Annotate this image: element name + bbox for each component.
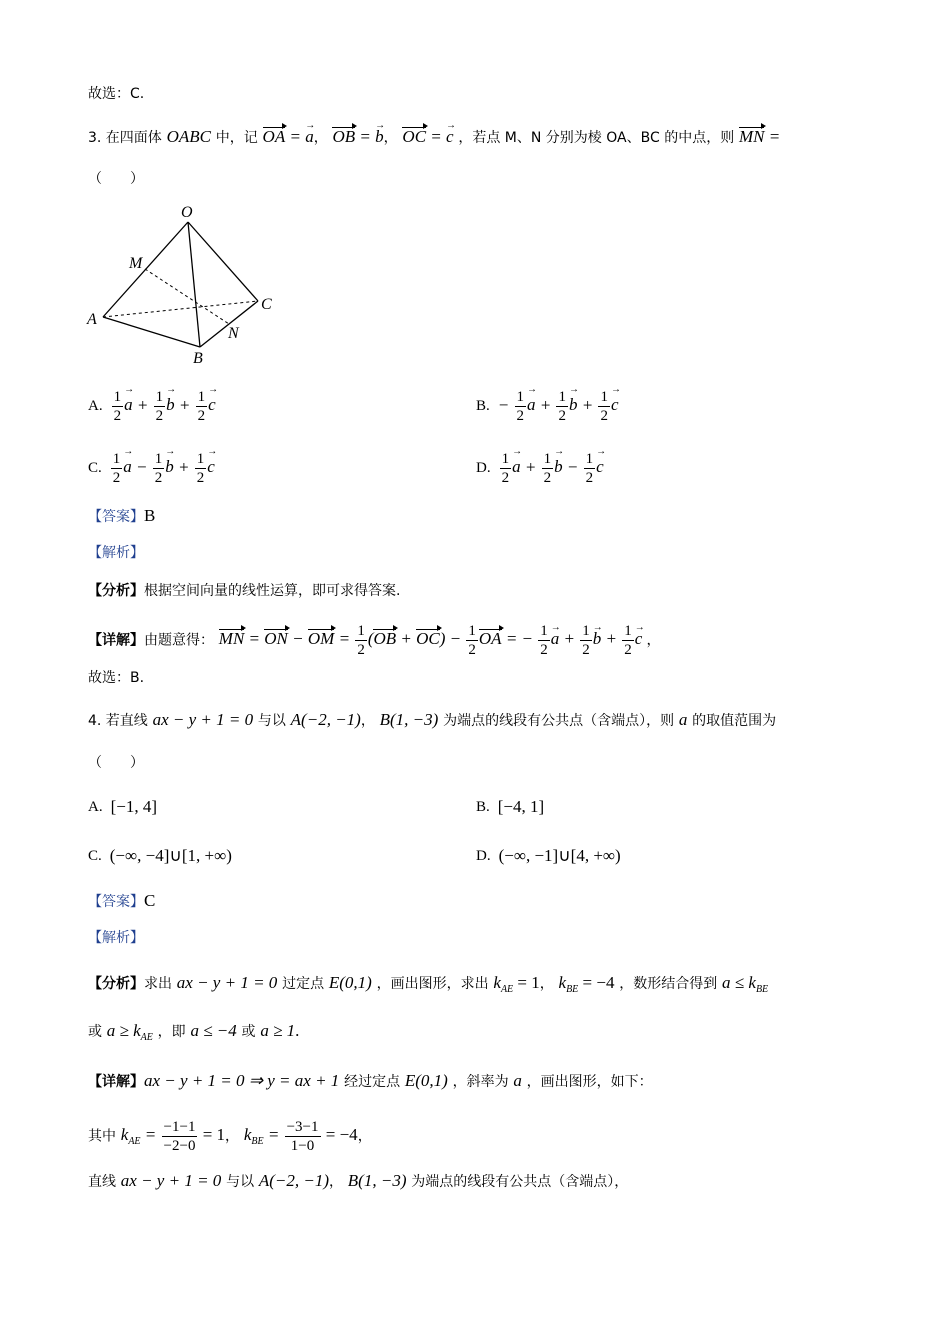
q4-option-d[interactable] bbox=[476, 846, 621, 866]
option-letter: C. bbox=[88, 847, 102, 864]
xiangjie-tag: 【详解】 bbox=[88, 632, 144, 649]
q4-option-b[interactable] bbox=[476, 797, 544, 817]
sign: + bbox=[524, 457, 537, 477]
fenxi-tag: 【分析】 bbox=[88, 976, 144, 992]
sign: − bbox=[497, 395, 510, 415]
q4-option-a[interactable] bbox=[88, 797, 157, 817]
label-o: O bbox=[181, 204, 193, 221]
q4-point-b: B(1, −3) bbox=[379, 710, 439, 729]
label-a: A bbox=[87, 311, 97, 328]
q3-fenxi: 根据空间向量的线性运算，即可求得答案. bbox=[144, 583, 401, 599]
q4-point-a: A(−2, −1) bbox=[290, 710, 361, 729]
sign: + bbox=[136, 395, 149, 415]
q3-tetrahedron: OABC bbox=[166, 127, 211, 146]
vec-oa: OA bbox=[262, 127, 286, 146]
sign: − bbox=[136, 457, 148, 477]
label-n: N bbox=[228, 325, 239, 342]
label-c: C bbox=[261, 296, 272, 313]
vec-mn: MN bbox=[738, 127, 765, 146]
q3-answer: B bbox=[144, 506, 156, 525]
label-b: B bbox=[193, 350, 203, 367]
q3-derivation: MN = ON − OM = $\frac{1}{2}$ (OB + OC) − $\frac{1}{2}$ OA = − $\frac{1}{2}$ a → + $\frac{1}{2}$ b → + $\frac{1}{2}$ c → bbox=[219, 629, 647, 648]
q4-paren: （ ） bbox=[88, 755, 144, 771]
q3-option-b[interactable]: B. − $\frac{1}{2}$ a → + $\frac{1}{2}$ b → + $\frac{1}{2}$ c → bbox=[476, 388, 619, 425]
sign: + bbox=[178, 395, 191, 415]
q3-stem: 3. 在四面体 OABC 中，记 OA = a →， OB = b →， OC = c → ，若点 M、N 分别为棱 OA、BC 的中点，则 MN = bbox=[88, 126, 780, 149]
q4-fenxi-line1: 【分析】求出 ax − y + 1 = 0 过定点 E(0,1) ，画出图形，求出 $k_{AE} = 1$， $k_{BE} = -4$ ，数形结合得到 $a \le k_{BE}$ bbox=[88, 973, 769, 995]
q3-stem-pre: 3. 在四面体 bbox=[88, 130, 162, 146]
vec-a: a → bbox=[305, 126, 314, 148]
option-text: [−4, 1] bbox=[497, 797, 545, 816]
q4-stem-mid1: 与以 bbox=[257, 713, 286, 729]
q3-paren: （ ） bbox=[88, 171, 144, 187]
option-letter: C. bbox=[88, 460, 102, 476]
q4-option-c[interactable] bbox=[88, 846, 232, 866]
q3-option-c[interactable]: C. $\frac{1}{2}$ a → − $\frac{1}{2}$ b → + $\frac{1}{2}$ c → bbox=[88, 450, 215, 487]
option-letter: D. bbox=[476, 847, 491, 864]
xiangjie-tag: 【详解】 bbox=[88, 1074, 144, 1090]
tetrahedron-figure bbox=[85, 200, 285, 368]
q4-stem-end: 的取值范围为 bbox=[692, 713, 777, 729]
q3-end: 故选：B. bbox=[88, 670, 145, 686]
option-letter: A. bbox=[88, 398, 103, 414]
sign: + bbox=[178, 457, 190, 477]
q4-xiangjie-line: 【详解】ax − y + 1 = 0 ⇒ y = ax + 1 经过定点 E(0,1) ，斜率为 a ，画出图形，如下： bbox=[88, 1071, 653, 1090]
answer-tag: 【答案】 bbox=[88, 894, 144, 910]
q3-answer-line bbox=[88, 505, 155, 528]
q4-line-eq: ax − y + 1 = 0 bbox=[152, 710, 254, 729]
q3-fenxi-line bbox=[88, 579, 400, 602]
q4-stem-mid2: 为端点的线段有公共点（含端点），则 bbox=[443, 713, 675, 729]
option-letter: B. bbox=[476, 398, 490, 414]
vec-b: b → bbox=[375, 126, 384, 148]
q3-stem-mid2: ，若点 M、N 分别为棱 OA、BC 的中点，则 bbox=[458, 130, 735, 146]
label-m: M bbox=[129, 255, 143, 272]
q4-a: a bbox=[678, 710, 688, 729]
q3-xiangjie-pre: 由题意得： bbox=[144, 632, 214, 649]
q4-last-line: 直线 ax − y + 1 = 0 与以 A(−2, −1)， B(1, −3) 为端点的线段有公共点（含端点）， bbox=[88, 1171, 629, 1190]
answer-tag: 【答案】 bbox=[88, 509, 144, 525]
option-letter: B. bbox=[476, 798, 490, 815]
q4-stem-pre: 4. 若直线 bbox=[88, 713, 148, 729]
q4-stem: 4. 若直线 ax − y + 1 = 0 与以 A(−2, −1)， B(1, −3) 为端点的线段有公共点（含端点），则 a 的取值范围为 bbox=[88, 710, 777, 729]
q3-option-a[interactable]: A. $\frac{1}{2}$ a → + $\frac{1}{2}$ b → + $\frac{1}{2}$ c → bbox=[88, 388, 216, 425]
option-text: (−∞, −1]∪[4, +∞) bbox=[498, 846, 621, 865]
q4-slopes-line: 其中 $k_{AE}$ = $\frac{-1-1}{-2-0}$ = 1， $k_{BE}$ = $\frac{-3-1}{1-0}$ = −4， bbox=[88, 1119, 372, 1154]
q3-xiangjie-line: 【详解】由题意得： MN = ON − OM = $\frac{1}{2}$ (OB + OC) − $\frac{1}{2}$ OA = − $\frac{1}{2}$ a → + $\frac{1}{2}$ b → + $\frac{1}{2}$ c → ， bbox=[88, 622, 661, 659]
vec-ob: OB bbox=[332, 127, 356, 146]
conclusion-line: 故选：C. bbox=[88, 86, 145, 102]
vec-c: c → bbox=[446, 126, 454, 148]
option-letter: A. bbox=[88, 798, 103, 815]
fenxi-tag: 【分析】 bbox=[88, 583, 144, 599]
q4-answer-line bbox=[88, 890, 155, 913]
sign: + bbox=[581, 395, 594, 415]
option-letter: D. bbox=[476, 460, 491, 476]
q3-stem-mid1: 中，记 bbox=[215, 130, 258, 146]
q3-analysis-tag: 【解析】 bbox=[88, 545, 144, 561]
vec-oc: OC bbox=[402, 127, 427, 146]
sign: − bbox=[566, 457, 579, 477]
q4-analysis-tag: 【解析】 bbox=[88, 930, 144, 946]
q4-answer: C bbox=[144, 891, 156, 910]
q4-fenxi-line2: 或 $a \ge k_{AE}$ ，即 a ≤ −4 或 a ≥ 1. bbox=[88, 1021, 300, 1043]
option-text: [−1, 4] bbox=[110, 797, 158, 816]
sign: + bbox=[539, 395, 552, 415]
option-text: (−∞, −4]∪[1, +∞) bbox=[109, 846, 232, 865]
q3-option-d[interactable]: D. $\frac{1}{2}$ a → + $\frac{1}{2}$ b → − $\frac{1}{2}$ c → bbox=[476, 450, 604, 487]
